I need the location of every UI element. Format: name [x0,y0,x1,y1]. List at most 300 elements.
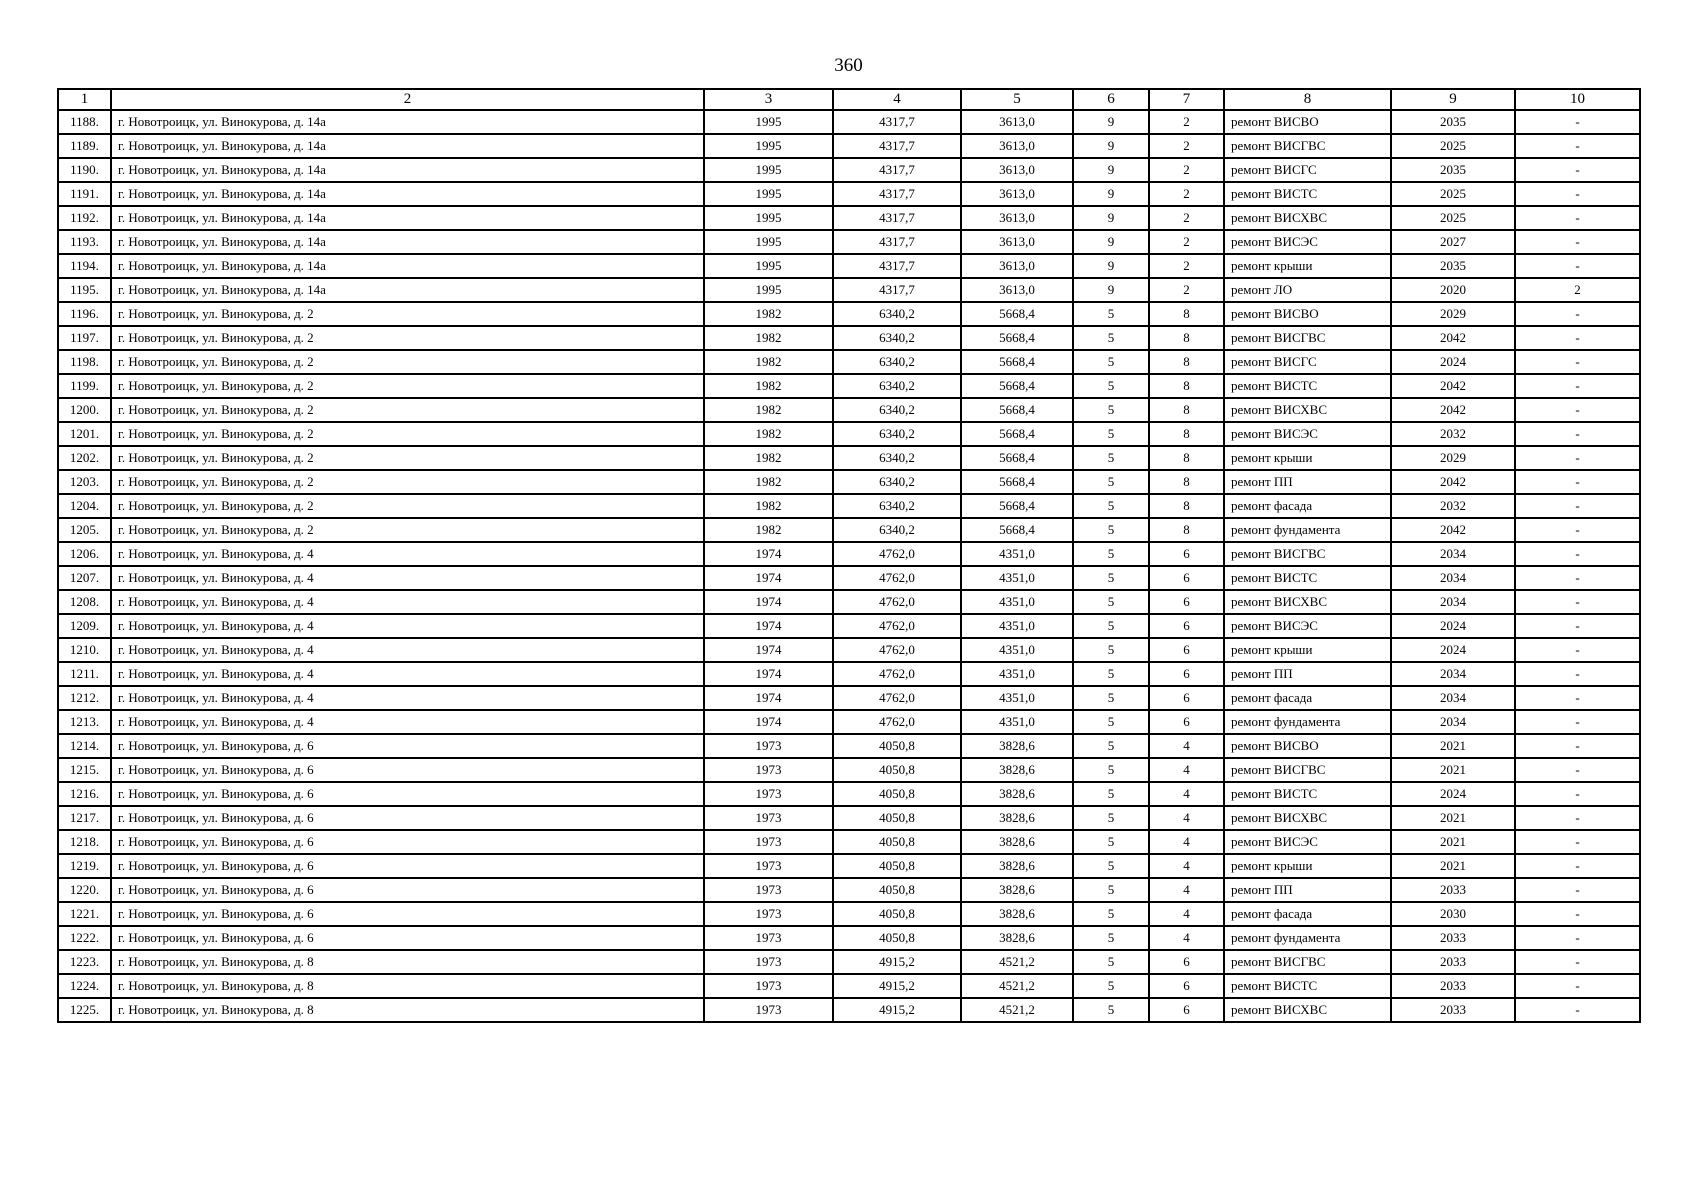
total-area-cell: 4317,7 [833,110,961,134]
floors-cell: 5 [1073,398,1149,422]
row-number: 1211. [58,662,111,686]
count-cell: - [1515,518,1640,542]
living-area-cell: 4521,2 [961,974,1073,998]
year-cell: 1974 [704,686,833,710]
total-area-cell: 4317,7 [833,230,961,254]
total-area-cell: 4317,7 [833,182,961,206]
work-type-cell: ремонт ВИСЭС [1224,422,1391,446]
planned-year-cell: 2042 [1391,470,1515,494]
living-area-cell: 4351,0 [961,590,1073,614]
total-area-cell: 6340,2 [833,494,961,518]
count-cell: - [1515,614,1640,638]
total-area-cell: 4050,8 [833,758,961,782]
row-number: 1203. [58,470,111,494]
floors-cell: 5 [1073,422,1149,446]
year-cell: 1973 [704,734,833,758]
total-area-cell: 4050,8 [833,806,961,830]
table-row [58,350,1640,374]
living-area-cell: 4351,0 [961,686,1073,710]
row-number: 1210. [58,638,111,662]
row-number: 1198. [58,350,111,374]
entrances-cell: 6 [1149,614,1224,638]
planned-year-cell: 2024 [1391,638,1515,662]
planned-year-cell: 2025 [1391,134,1515,158]
floors-cell: 9 [1073,182,1149,206]
year-cell: 1974 [704,710,833,734]
planned-year-cell: 2033 [1391,974,1515,998]
planned-year-cell: 2029 [1391,302,1515,326]
planned-year-cell: 2033 [1391,998,1515,1022]
work-type-cell: ремонт ВИСГС [1224,350,1391,374]
total-area-cell: 4762,0 [833,710,961,734]
entrances-cell: 2 [1149,230,1224,254]
entrances-cell: 8 [1149,326,1224,350]
floors-cell: 5 [1073,758,1149,782]
floors-cell: 5 [1073,566,1149,590]
table-header [58,89,1640,110]
entrances-cell: 4 [1149,830,1224,854]
year-cell: 1995 [704,182,833,206]
count-cell: - [1515,830,1640,854]
total-area-cell: 4915,2 [833,950,961,974]
living-area-cell: 3828,6 [961,854,1073,878]
row-number: 1194. [58,254,111,278]
living-area-cell: 5668,4 [961,446,1073,470]
year-cell: 1995 [704,158,833,182]
living-area-cell: 4521,2 [961,950,1073,974]
row-number: 1223. [58,950,111,974]
table-body [58,110,1640,1022]
living-area-cell: 4521,2 [961,998,1073,1022]
column-header-6: 6 [1073,89,1149,110]
address-cell: г. Новотроицк, ул. Винокурова, д. 14а [111,230,704,254]
total-area-cell: 6340,2 [833,326,961,350]
work-type-cell: ремонт ПП [1224,878,1391,902]
floors-cell: 9 [1073,110,1149,134]
total-area-cell: 4762,0 [833,638,961,662]
floors-cell: 5 [1073,686,1149,710]
table-row [58,566,1640,590]
entrances-cell: 8 [1149,350,1224,374]
entrances-cell: 6 [1149,662,1224,686]
table-row [58,662,1640,686]
planned-year-cell: 2020 [1391,278,1515,302]
year-cell: 1995 [704,278,833,302]
total-area-cell: 4050,8 [833,926,961,950]
address-cell: г. Новотроицк, ул. Винокурова, д. 4 [111,710,704,734]
table-row [58,326,1640,350]
column-header-10: 10 [1515,89,1640,110]
year-cell: 1982 [704,446,833,470]
address-cell: г. Новотроицк, ул. Винокурова, д. 8 [111,974,704,998]
living-area-cell: 5668,4 [961,326,1073,350]
year-cell: 1974 [704,590,833,614]
entrances-cell: 8 [1149,446,1224,470]
address-cell: г. Новотроицк, ул. Винокурова, д. 2 [111,518,704,542]
planned-year-cell: 2024 [1391,350,1515,374]
row-number: 1218. [58,830,111,854]
address-cell: г. Новотроицк, ул. Винокурова, д. 2 [111,494,704,518]
row-number: 1216. [58,782,111,806]
row-number: 1201. [58,422,111,446]
total-area-cell: 6340,2 [833,422,961,446]
total-area-cell: 4317,7 [833,158,961,182]
address-cell: г. Новотроицк, ул. Винокурова, д. 4 [111,590,704,614]
work-type-cell: ремонт крыши [1224,254,1391,278]
entrances-cell: 6 [1149,542,1224,566]
count-cell: - [1515,110,1640,134]
planned-year-cell: 2021 [1391,806,1515,830]
total-area-cell: 4317,7 [833,278,961,302]
floors-cell: 5 [1073,638,1149,662]
address-cell: г. Новотроицк, ул. Винокурова, д. 2 [111,446,704,470]
planned-year-cell: 2021 [1391,734,1515,758]
planned-year-cell: 2032 [1391,422,1515,446]
total-area-cell: 6340,2 [833,398,961,422]
work-type-cell: ремонт ВИСТС [1224,974,1391,998]
total-area-cell: 4050,8 [833,878,961,902]
address-cell: г. Новотроицк, ул. Винокурова, д. 14а [111,206,704,230]
address-cell: г. Новотроицк, ул. Винокурова, д. 14а [111,254,704,278]
count-cell: - [1515,734,1640,758]
work-type-cell: ремонт ВИСГВС [1224,758,1391,782]
address-cell: г. Новотроицк, ул. Винокурова, д. 6 [111,758,704,782]
row-number: 1188. [58,110,111,134]
work-type-cell: ремонт ВИСЭС [1224,230,1391,254]
entrances-cell: 6 [1149,950,1224,974]
address-cell: г. Новотроицк, ул. Винокурова, д. 4 [111,638,704,662]
year-cell: 1982 [704,518,833,542]
living-area-cell: 3828,6 [961,902,1073,926]
year-cell: 1982 [704,350,833,374]
address-cell: г. Новотроицк, ул. Винокурова, д. 6 [111,782,704,806]
table-row [58,158,1640,182]
total-area-cell: 4317,7 [833,206,961,230]
address-cell: г. Новотроицк, ул. Винокурова, д. 14а [111,110,704,134]
floors-cell: 5 [1073,518,1149,542]
floors-cell: 5 [1073,542,1149,566]
table-row [58,710,1640,734]
count-cell: - [1515,686,1640,710]
table-row [58,614,1640,638]
living-area-cell: 4351,0 [961,662,1073,686]
work-type-cell: ремонт фундамента [1224,710,1391,734]
table-row [58,518,1640,542]
floors-cell: 5 [1073,326,1149,350]
count-cell: - [1515,902,1640,926]
living-area-cell: 3613,0 [961,206,1073,230]
year-cell: 1973 [704,758,833,782]
row-number: 1191. [58,182,111,206]
address-cell: г. Новотроицк, ул. Винокурова, д. 2 [111,470,704,494]
floors-cell: 5 [1073,374,1149,398]
address-cell: г. Новотроицк, ул. Винокурова, д. 4 [111,566,704,590]
row-number: 1206. [58,542,111,566]
table-row [58,134,1640,158]
planned-year-cell: 2042 [1391,374,1515,398]
repair-schedule-table [57,88,1641,1023]
year-cell: 1995 [704,206,833,230]
living-area-cell: 5668,4 [961,350,1073,374]
count-cell: - [1515,782,1640,806]
living-area-cell: 5668,4 [961,398,1073,422]
row-number: 1196. [58,302,111,326]
total-area-cell: 6340,2 [833,350,961,374]
work-type-cell: ремонт ВИСГВС [1224,542,1391,566]
floors-cell: 5 [1073,350,1149,374]
row-number: 1189. [58,134,111,158]
entrances-cell: 8 [1149,422,1224,446]
floors-cell: 5 [1073,854,1149,878]
year-cell: 1974 [704,662,833,686]
floors-cell: 5 [1073,878,1149,902]
planned-year-cell: 2035 [1391,254,1515,278]
total-area-cell: 6340,2 [833,302,961,326]
count-cell: - [1515,374,1640,398]
row-number: 1213. [58,710,111,734]
planned-year-cell: 2024 [1391,782,1515,806]
row-number: 1224. [58,974,111,998]
living-area-cell: 3613,0 [961,230,1073,254]
year-cell: 1974 [704,566,833,590]
work-type-cell: ремонт ВИСХВС [1224,806,1391,830]
table-row [58,182,1640,206]
entrances-cell: 8 [1149,494,1224,518]
entrances-cell: 2 [1149,206,1224,230]
count-cell: - [1515,590,1640,614]
count-cell: - [1515,998,1640,1022]
row-number: 1221. [58,902,111,926]
entrances-cell: 8 [1149,374,1224,398]
year-cell: 1974 [704,542,833,566]
table-row [58,926,1640,950]
work-type-cell: ремонт крыши [1224,638,1391,662]
work-type-cell: ремонт ВИСГС [1224,158,1391,182]
floors-cell: 9 [1073,134,1149,158]
living-area-cell: 4351,0 [961,542,1073,566]
count-cell: - [1515,134,1640,158]
total-area-cell: 6340,2 [833,374,961,398]
table-row [58,374,1640,398]
count-cell: - [1515,398,1640,422]
count-cell: - [1515,710,1640,734]
total-area-cell: 4762,0 [833,590,961,614]
table-row [58,998,1640,1022]
floors-cell: 5 [1073,902,1149,926]
total-area-cell: 4762,0 [833,662,961,686]
row-number: 1199. [58,374,111,398]
total-area-cell: 4050,8 [833,734,961,758]
planned-year-cell: 2033 [1391,878,1515,902]
count-cell: - [1515,878,1640,902]
table-row [58,542,1640,566]
row-number: 1215. [58,758,111,782]
work-type-cell: ремонт ВИСГВС [1224,326,1391,350]
address-cell: г. Новотроицк, ул. Винокурова, д. 6 [111,830,704,854]
floors-cell: 5 [1073,998,1149,1022]
address-cell: г. Новотроицк, ул. Винокурова, д. 4 [111,542,704,566]
year-cell: 1973 [704,902,833,926]
floors-cell: 5 [1073,950,1149,974]
total-area-cell: 6340,2 [833,518,961,542]
column-header-2: 2 [111,89,704,110]
work-type-cell: ремонт ВИСЭС [1224,830,1391,854]
entrances-cell: 6 [1149,590,1224,614]
work-type-cell: ремонт ВИСТС [1224,566,1391,590]
living-area-cell: 3828,6 [961,926,1073,950]
table-row [58,422,1640,446]
count-cell: - [1515,302,1640,326]
count-cell: - [1515,326,1640,350]
entrances-cell: 4 [1149,806,1224,830]
entrances-cell: 6 [1149,710,1224,734]
planned-year-cell: 2029 [1391,446,1515,470]
planned-year-cell: 2033 [1391,950,1515,974]
planned-year-cell: 2034 [1391,566,1515,590]
year-cell: 1973 [704,854,833,878]
living-area-cell: 3828,6 [961,782,1073,806]
column-header-1: 1 [58,89,111,110]
planned-year-cell: 2042 [1391,398,1515,422]
year-cell: 1973 [704,806,833,830]
living-area-cell: 3613,0 [961,134,1073,158]
floors-cell: 9 [1073,206,1149,230]
planned-year-cell: 2030 [1391,902,1515,926]
living-area-cell: 3613,0 [961,254,1073,278]
floors-cell: 5 [1073,614,1149,638]
work-type-cell: ремонт ВИСГВС [1224,134,1391,158]
year-cell: 1973 [704,950,833,974]
row-number: 1217. [58,806,111,830]
total-area-cell: 4762,0 [833,614,961,638]
planned-year-cell: 2033 [1391,926,1515,950]
count-cell: - [1515,974,1640,998]
floors-cell: 9 [1073,158,1149,182]
column-header-7: 7 [1149,89,1224,110]
entrances-cell: 6 [1149,974,1224,998]
table-row [58,230,1640,254]
table-row [58,590,1640,614]
row-number: 1192. [58,206,111,230]
living-area-cell: 5668,4 [961,374,1073,398]
address-cell: г. Новотроицк, ул. Винокурова, д. 14а [111,134,704,158]
count-cell: - [1515,806,1640,830]
row-number: 1209. [58,614,111,638]
row-number: 1222. [58,926,111,950]
living-area-cell: 5668,4 [961,470,1073,494]
year-cell: 1995 [704,134,833,158]
address-cell: г. Новотроицк, ул. Винокурова, д. 8 [111,950,704,974]
work-type-cell: ремонт ВИСТС [1224,374,1391,398]
table-row [58,806,1640,830]
year-cell: 1973 [704,830,833,854]
planned-year-cell: 2024 [1391,614,1515,638]
floors-cell: 5 [1073,470,1149,494]
year-cell: 1973 [704,878,833,902]
floors-cell: 5 [1073,782,1149,806]
floors-cell: 5 [1073,806,1149,830]
work-type-cell: ремонт ПП [1224,470,1391,494]
row-number: 1207. [58,566,111,590]
floors-cell: 5 [1073,830,1149,854]
table-row [58,470,1640,494]
floors-cell: 9 [1073,230,1149,254]
row-number: 1195. [58,278,111,302]
planned-year-cell: 2035 [1391,110,1515,134]
work-type-cell: ремонт фасада [1224,686,1391,710]
year-cell: 1973 [704,926,833,950]
row-number: 1220. [58,878,111,902]
living-area-cell: 4351,0 [961,638,1073,662]
count-cell: - [1515,950,1640,974]
entrances-cell: 2 [1149,110,1224,134]
work-type-cell: ремонт крыши [1224,854,1391,878]
work-type-cell: ремонт фасада [1224,494,1391,518]
address-cell: г. Новотроицк, ул. Винокурова, д. 4 [111,662,704,686]
entrances-cell: 8 [1149,470,1224,494]
count-cell: - [1515,350,1640,374]
floors-cell: 5 [1073,710,1149,734]
year-cell: 1982 [704,494,833,518]
table-row [58,206,1640,230]
entrances-cell: 4 [1149,854,1224,878]
table-row [58,398,1640,422]
floors-cell: 5 [1073,302,1149,326]
work-type-cell: ремонт ПП [1224,662,1391,686]
column-header-9: 9 [1391,89,1515,110]
planned-year-cell: 2034 [1391,590,1515,614]
entrances-cell: 8 [1149,518,1224,542]
floors-cell: 5 [1073,974,1149,998]
table-row [58,254,1640,278]
work-type-cell: ремонт ВИСХВС [1224,206,1391,230]
address-cell: г. Новотроицк, ул. Винокурова, д. 8 [111,998,704,1022]
year-cell: 1982 [704,374,833,398]
table-row [58,854,1640,878]
year-cell: 1974 [704,638,833,662]
count-cell: - [1515,254,1640,278]
address-cell: г. Новотроицк, ул. Винокурова, д. 6 [111,806,704,830]
address-cell: г. Новотроицк, ул. Винокурова, д. 4 [111,686,704,710]
planned-year-cell: 2034 [1391,542,1515,566]
year-cell: 1982 [704,422,833,446]
address-cell: г. Новотроицк, ул. Винокурова, д. 14а [111,278,704,302]
year-cell: 1982 [704,398,833,422]
row-number: 1190. [58,158,111,182]
floors-cell: 5 [1073,734,1149,758]
row-number: 1205. [58,518,111,542]
floors-cell: 5 [1073,662,1149,686]
year-cell: 1982 [704,326,833,350]
planned-year-cell: 2021 [1391,758,1515,782]
count-cell: - [1515,230,1640,254]
address-cell: г. Новотроицк, ул. Винокурова, д. 2 [111,422,704,446]
living-area-cell: 4351,0 [961,566,1073,590]
total-area-cell: 4317,7 [833,254,961,278]
total-area-cell: 4915,2 [833,974,961,998]
address-cell: г. Новотроицк, ул. Винокурова, д. 2 [111,398,704,422]
living-area-cell: 5668,4 [961,518,1073,542]
count-cell: - [1515,182,1640,206]
year-cell: 1974 [704,614,833,638]
work-type-cell: ремонт ВИСЭС [1224,614,1391,638]
table-row [58,686,1640,710]
year-cell: 1995 [704,110,833,134]
work-type-cell: ремонт ВИСТС [1224,182,1391,206]
count-cell: - [1515,566,1640,590]
planned-year-cell: 2021 [1391,854,1515,878]
entrances-cell: 2 [1149,278,1224,302]
